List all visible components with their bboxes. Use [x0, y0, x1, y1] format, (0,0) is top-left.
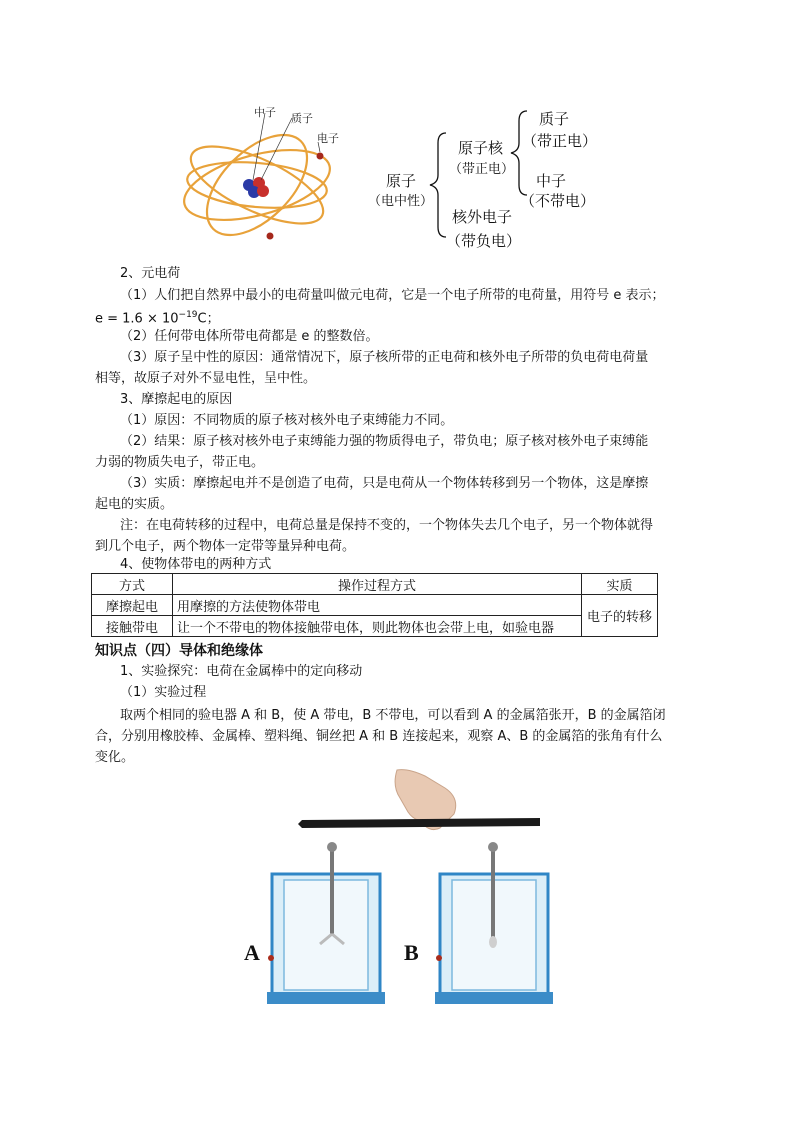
sec3-p1: （1）原因：不同物质的原子核对核外电子束缚能力不同。 [120, 413, 454, 428]
kp4-p1c: 变化。 [95, 750, 135, 765]
atom-label-proton: 质子 [291, 112, 313, 125]
tree-proton: 质子 [539, 110, 570, 128]
table-cell: 接触带电 [92, 616, 173, 637]
tree-root-note: （电中性） [368, 194, 434, 209]
kp4-title: 知识点（四）导体和绝缘体 [95, 643, 263, 659]
sec3-heading: 3、摩擦起电的原因 [120, 392, 233, 407]
elementary-charge-value: e = 1.6 × 10 [95, 311, 179, 327]
tree-outer-note: （带负电） [446, 232, 522, 250]
electroscope-b [435, 842, 553, 1004]
atom-illustration [175, 100, 350, 250]
kp4-p1b: 合，分别用橡胶棒、金属棒、塑料绳、铜丝把 A 和 B 连接起来，观察 A、B 的金属箔的张角有什么 [95, 729, 663, 744]
table-cell: 让一个不带电的物体接触带电体，则此物体也会带上电，如验电器 [173, 616, 582, 637]
elementary-charge-exponent: −19 [178, 310, 198, 320]
tree-nucleus: 原子核 [458, 139, 504, 157]
sec3-p3b: 起电的实质。 [95, 497, 174, 512]
sec3-note-b: 到几个电子，两个物体一定带等量异种电荷。 [95, 539, 356, 554]
table-merged-cell: 电子的转移 [582, 595, 658, 637]
electroscope-a [267, 842, 385, 1004]
electroscope-b-label: B [404, 940, 419, 965]
sec3-p2b: 力弱的物质失电子，带正电。 [95, 455, 265, 470]
sec2-heading: 2、元电荷 [120, 266, 181, 281]
table-header: 操作过程方式 [173, 574, 582, 595]
table-cell: 摩擦起电 [92, 595, 173, 616]
table-row [92, 616, 658, 637]
kp4-p1a: 取两个相同的验电器 A 和 B，使 A 带电，B 不带电，可以看到 A 的金属箔张开，B 的金属箔闭 [120, 708, 666, 723]
tree-nucleus-note: （带正电） [449, 162, 515, 177]
sec2-p1a: （1）人们把自然界中最小的电荷量叫做元电荷，它是一个电子所带的电荷量，用符号 e 表示； [120, 288, 665, 303]
sec2-p2: （2）任何带电体所带电荷都是 e 的整数倍。 [120, 329, 379, 344]
kp4-h1: 1、实验探究：电荷在金属棒中的定向移动 [120, 664, 363, 679]
atom-label-neutron: 中子 [254, 106, 276, 119]
sec3-p2a: （2）结果：原子核对核外电子束缚能力强的物质得电子，带负电；原子核对核外电子束缚能 [120, 434, 649, 449]
table-header: 实质 [582, 574, 658, 595]
electroscope-a-label: A [244, 940, 260, 965]
sec4-heading: 4、使物体带电的两种方式 [120, 557, 272, 572]
table-header: 方式 [92, 574, 173, 595]
table-row [92, 595, 658, 616]
kp4-h2: （1）实验过程 [120, 685, 207, 700]
atom-label-electron: 电子 [317, 132, 339, 145]
tree-root: 原子 [386, 172, 417, 190]
tree-neutron: 中子 [536, 172, 567, 190]
tree-outer: 核外电子 [452, 208, 513, 226]
tree-proton-note: （带正电） [522, 132, 598, 150]
table-cell: 用摩擦的方法使物体带电 [173, 595, 582, 616]
electroscope-photo [240, 768, 560, 1010]
table-header-row [92, 574, 658, 595]
sec3-note-a: 注：在电荷转移的过程中，电荷总量是保持不变的，一个物体失去几个电子，另一个物体就得 [120, 518, 654, 533]
elementary-charge-unit: C； [197, 311, 220, 327]
sec2-p3b: 相等，故原子对外不显电性，呈中性。 [95, 371, 317, 386]
sec3-p3a: （3）实质：摩擦起电并不是创造了电荷，只是电荷从一个物体转移到另一个物体，这是摩擦 [120, 476, 649, 491]
tree-neutron-note: （不带电） [520, 192, 596, 210]
sec2-p3a: （3）原子呈中性的原因：通常情况下，原子核所带的正电荷和核外电子所带的负电荷电荷量 [120, 350, 649, 365]
charging-methods-table [91, 573, 658, 637]
